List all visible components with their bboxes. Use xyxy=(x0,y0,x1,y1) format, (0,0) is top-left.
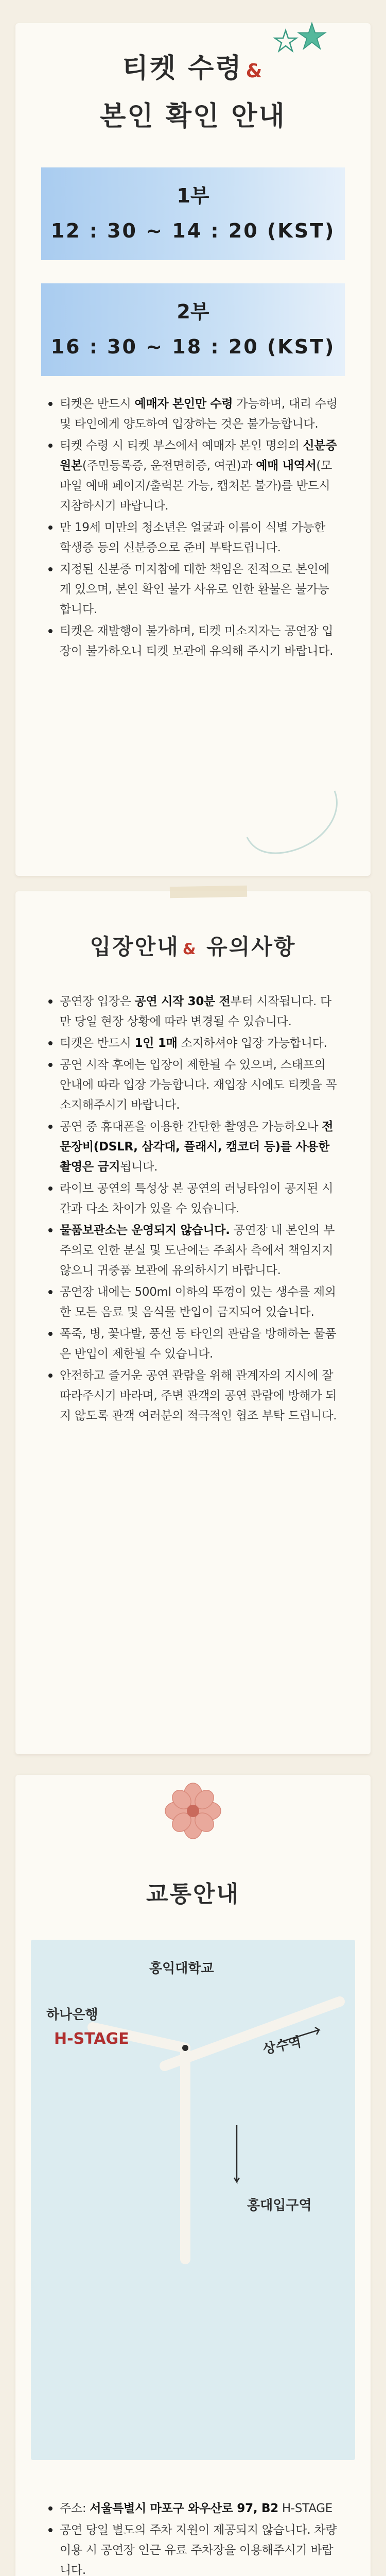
notice-text: 주소: xyxy=(60,2502,90,2515)
map-label-south: 홍대입구역 xyxy=(247,2198,312,2213)
venue-map xyxy=(31,1940,355,2460)
map-label-venue: H-STAGE xyxy=(54,2030,129,2048)
tape-decoration xyxy=(170,886,247,899)
notice-text: 부터 시작됩니다. 다만 당일 현장 상황에 따라 변경될 수 있습니다. xyxy=(60,995,331,1028)
notice-text: (모바일 예매 페이지/출력본 가능, 캡처본 불가)를 반드시 지참하시기 바랍니다. xyxy=(60,459,332,513)
notice-item xyxy=(46,560,340,620)
notice-text: H-STAGE xyxy=(278,2502,332,2515)
notice-text: 소지하셔야 입장 가능합니다. xyxy=(177,1037,327,1050)
notice-item xyxy=(46,1055,340,1115)
notice-item xyxy=(46,992,340,1032)
notice-text: 지정된 신분증 미지참에 대한 책임은 전적으로 본인에게 있으며, 본인 확인 불가 사유로 인한 환불은 불가능 합니다. xyxy=(60,563,330,616)
notice-item xyxy=(46,394,340,434)
notice-text: 공연장 입장은 xyxy=(60,995,135,1008)
notice-text: 티켓은 반드시 xyxy=(60,397,135,411)
ampersand: & xyxy=(245,60,264,82)
ticket-notice-list xyxy=(46,394,340,663)
notice-emphasis: 전문장비(DSLR, 삼각대, 플래시, 캠코더 등)를 사용한 촬영은 금지 xyxy=(60,1120,334,1174)
traffic-notice-list xyxy=(46,2499,340,2576)
map-label-east: 상수역 xyxy=(261,2034,303,2058)
session-band-1 xyxy=(41,167,345,260)
flower-icon xyxy=(165,1783,221,1839)
session-band-2 xyxy=(41,283,345,376)
entry-title xyxy=(15,930,371,961)
notice-text: 공연 시작 후에는 입장이 제한될 수 있으며, 스태프의 안내에 따라 입장 가능합니다. 재입장 시에도 티켓을 꼭 소지해주시기 바랍니다. xyxy=(60,1058,337,1112)
notice-item xyxy=(46,518,340,558)
entry-title-text-2: 유의사항 xyxy=(206,934,296,959)
notice-text: 라이브 공연의 특성상 본 공연의 러닝타임이 공지된 시간과 다소 차이가 있을 수 있습니다. xyxy=(60,1182,334,1215)
notice-item xyxy=(46,1117,340,1177)
notice-item xyxy=(46,621,340,662)
scribble-decoration xyxy=(242,786,345,863)
notice-item xyxy=(46,436,340,516)
session-time: 16 : 30 ~ 18 : 20 (KST) xyxy=(50,335,336,358)
session-part: 2부 xyxy=(177,300,209,323)
map-label-north: 홍익대학교 xyxy=(149,1961,214,1976)
notice-emphasis: 서울특별시 마포구 와우산로 97, B2 xyxy=(90,2502,278,2515)
notice-text: 됩니다. xyxy=(120,1160,158,1174)
notice-emphasis: 1인 1매 xyxy=(134,1037,178,1050)
traffic-section xyxy=(15,1775,371,2576)
notice-item xyxy=(46,1033,340,1054)
notice-item xyxy=(46,1324,340,1364)
notice-text: 티켓은 반드시 xyxy=(60,1037,135,1050)
notice-emphasis: 신분증 원본 xyxy=(60,439,337,472)
session-part: 1부 xyxy=(177,184,209,207)
notice-text: (주민등록증, 운전면허증, 여권)과 xyxy=(82,459,256,472)
ticket-title-line1 xyxy=(15,46,371,85)
notice-text: 티켓 수령 시 티켓 부스에서 예매자 본인 명의의 xyxy=(60,439,303,452)
notice-text: 폭죽, 병, 꽃다발, 풍선 등 타인의 관람을 방해하는 물품은 반입이 제한될 수 있습니다. xyxy=(60,1327,337,1361)
notice-item xyxy=(46,1221,340,1281)
notice-text: 공연장 내에는 500ml 이하의 뚜껑이 있는 생수를 제외한 모든 음료 및 음식물 반입이 금지되어 있습니다. xyxy=(60,1285,336,1319)
ticket-section xyxy=(15,23,371,876)
notice-emphasis: 공연 시작 30분 전 xyxy=(134,995,231,1008)
notice-emphasis: 예매 내역서 xyxy=(256,459,317,472)
notice-item xyxy=(46,1366,340,1426)
traffic-title: 교통안내 xyxy=(146,1881,240,1907)
entry-notice-list xyxy=(46,992,340,1428)
ticket-title-text: 티켓 수령 xyxy=(122,53,243,84)
entry-title-text: 입장안내 xyxy=(90,934,180,959)
notice-item xyxy=(46,1179,340,1219)
notice-item xyxy=(46,2499,340,2519)
notice-emphasis: 물품보관소는 운영되지 않습니다. xyxy=(60,1224,230,1237)
notice-emphasis: 예매자 본인만 수령 xyxy=(134,397,233,411)
notice-text: 공연 중 휴대폰을 이용한 간단한 촬영은 가능하오나 xyxy=(60,1120,322,1133)
notice-text: 만 19세 미만의 청소년은 얼굴과 이름이 식별 가능한 학생증 등의 신분증으로 준비 부탁드립니다. xyxy=(60,521,326,554)
notice-item xyxy=(46,1282,340,1323)
ampersand: & xyxy=(182,940,198,958)
session-time: 12 : 30 ~ 14 : 20 (KST) xyxy=(50,219,336,242)
notice-text: 안전하고 즐거운 공연 관람을 위해 관계자의 지시에 잘 따라주시기 바라며, 주변 관객의 공연 관람에 방해가 되지 않도록 관객 여러분의 적극적인 협조 부탁 드립니다. xyxy=(60,1369,337,1422)
map-label-bank: 하나은행 xyxy=(46,2007,98,2023)
notice-text: 가능하며, 대리 수령 및 타인에게 양도하여 입장하는 것은 불가능합니다. xyxy=(60,397,338,431)
notice-item xyxy=(46,2520,340,2576)
notice-text: 공연 당일 별도의 주차 지원이 제공되지 않습니다. 차량 이용 시 공연장 인근 유료 주차장을 이용해주시기 바랍니다. xyxy=(60,2523,337,2576)
notice-text: 티켓은 재발행이 불가하며, 티켓 미소지자는 공연장 입장이 불가하오니 티켓 보관에 유의해 주시기 바랍니다. xyxy=(60,624,334,658)
entry-section xyxy=(15,891,371,1754)
ticket-title-line2: 본인 확인 안내 xyxy=(100,101,286,132)
notice-text: 공연장 내 본인의 부주의로 인한 분실 및 도난에는 주최사 측에서 책임지지 않으니 귀중품 보관에 유의하시기 바랍니다. xyxy=(60,1224,335,1277)
